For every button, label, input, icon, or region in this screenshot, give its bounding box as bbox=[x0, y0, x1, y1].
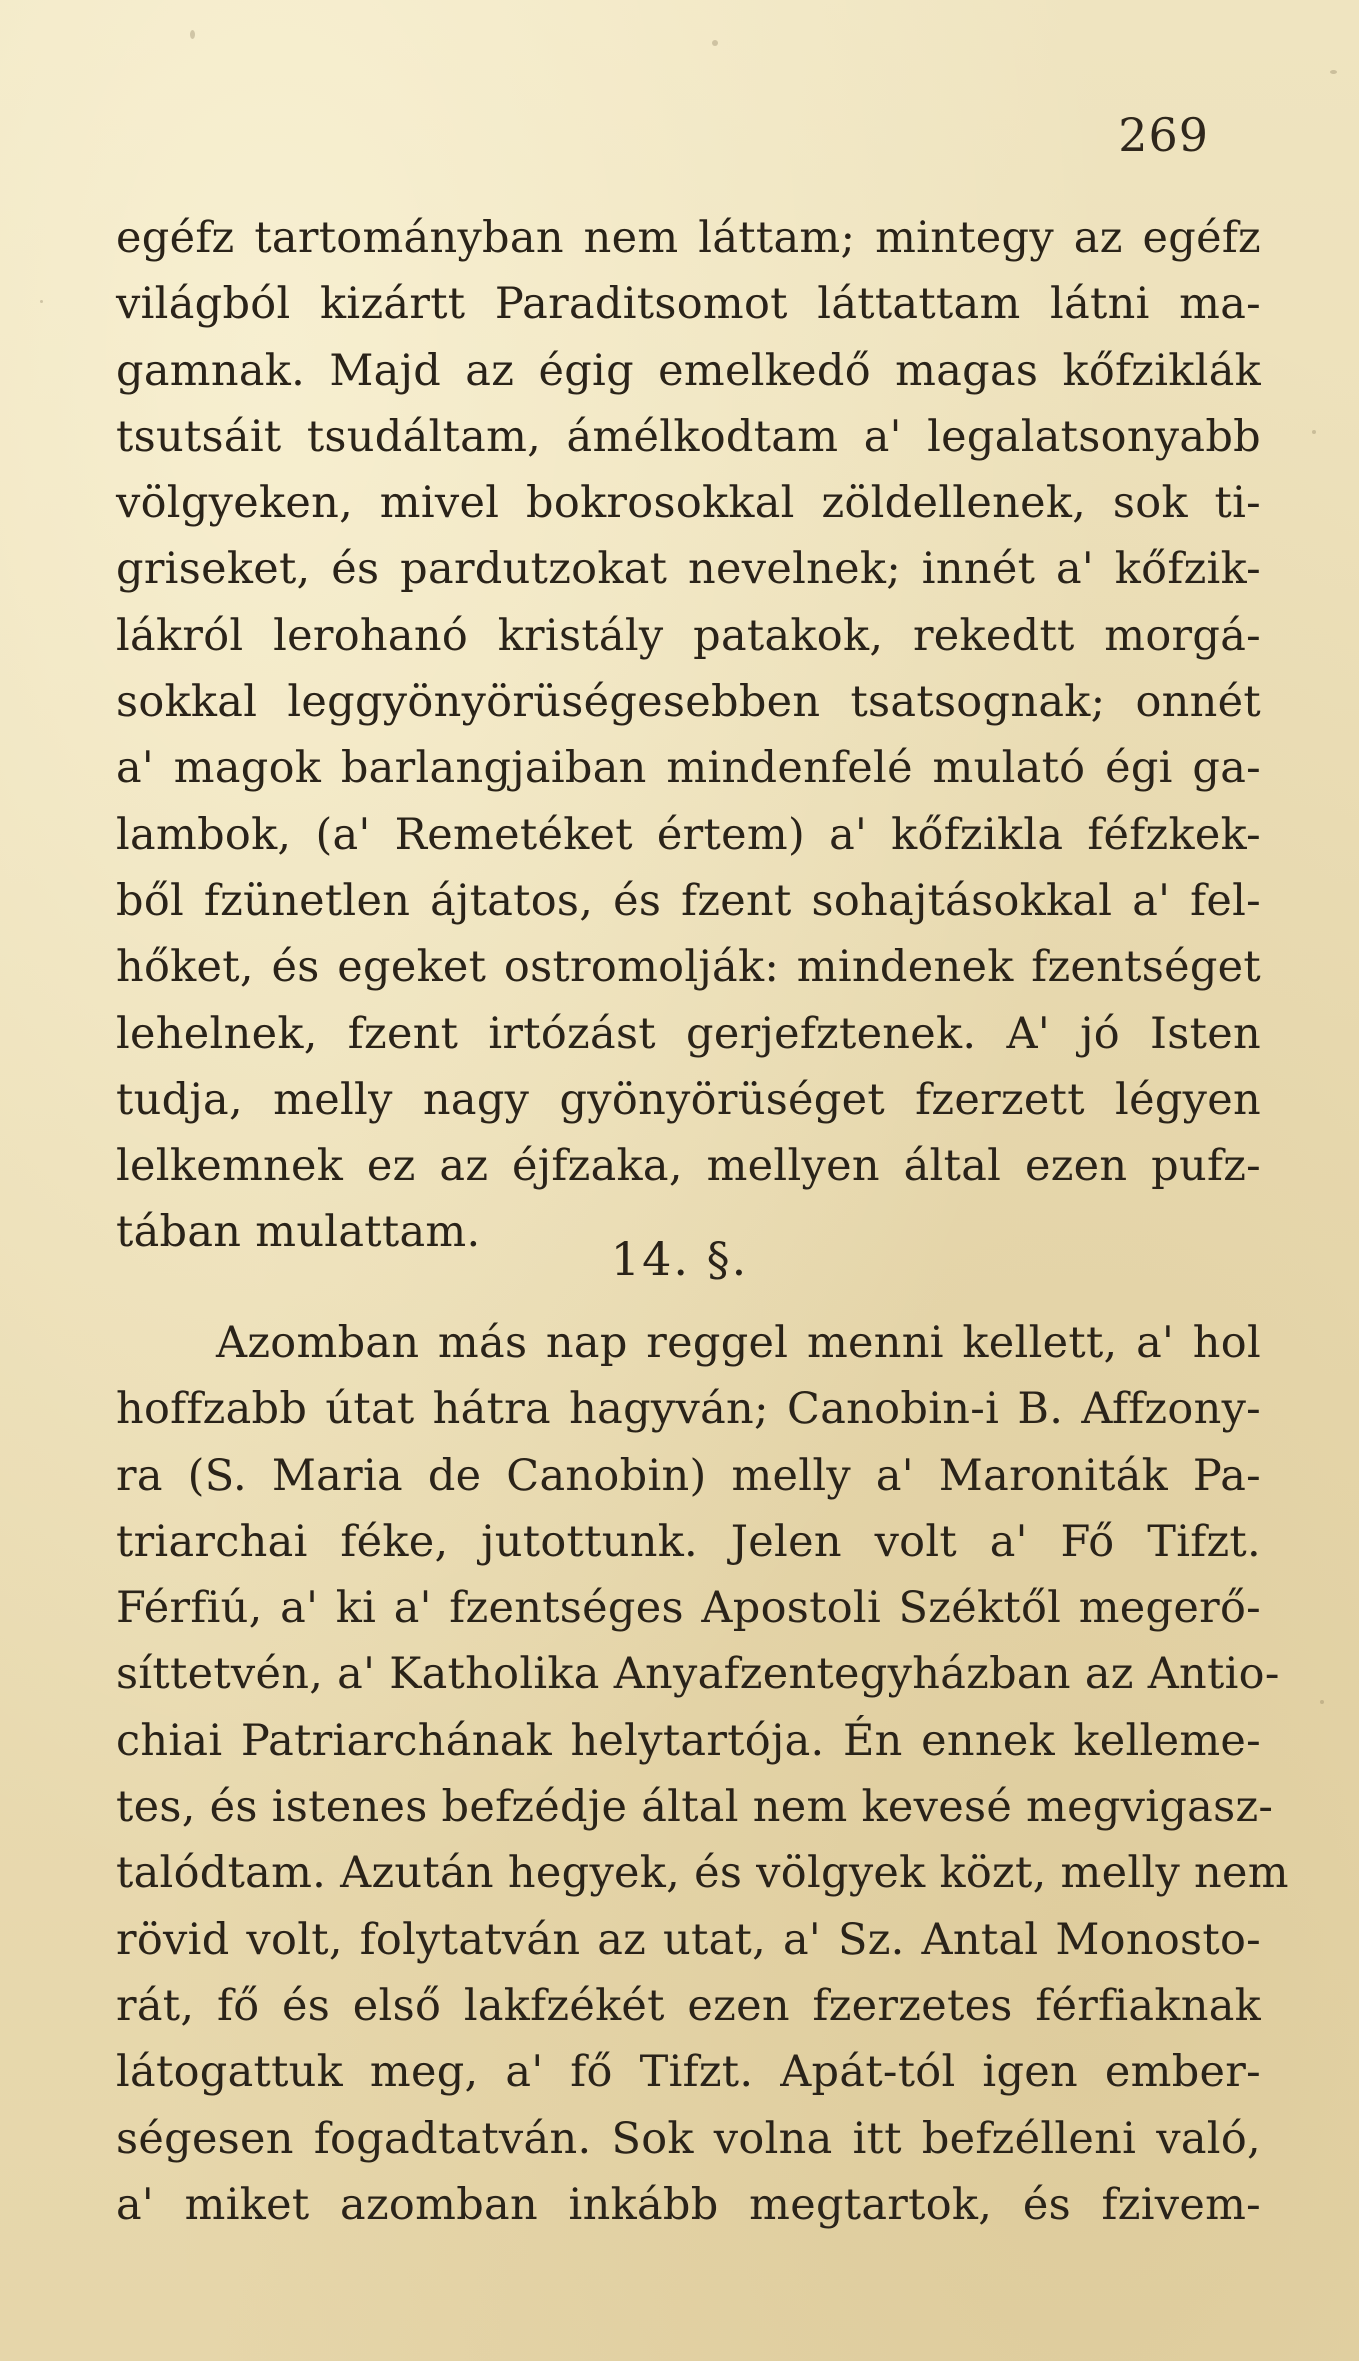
paper-speck bbox=[712, 40, 718, 46]
text-line: rát, fő és első lakfzékét ezen fzerzetes férfiaknak bbox=[116, 1980, 1261, 2031]
text-line: a' magok barlangjaiban mindenfelé mulató égi ga- bbox=[116, 743, 1261, 794]
text-line: gamnak. Majd az égig emelkedő magas kőfziklák bbox=[116, 345, 1261, 396]
text-line: lambok, (a' Remetéket értem) a' kőfzikla féfzkek- bbox=[116, 809, 1261, 860]
paper-speck bbox=[1312, 430, 1316, 434]
text-line: sokkal leggyönyörüségesebben tsatsognak; onnét bbox=[116, 677, 1261, 728]
section-heading: 14. §. bbox=[610, 1232, 749, 1286]
text-line: chiai Patriarchának helytartója. Én ennek kelleme- bbox=[116, 1715, 1261, 1766]
paragraph-1 bbox=[116, 205, 1261, 1266]
paper-speck bbox=[40, 300, 43, 303]
text-line: lehelnek, fzent irtózást gerjefztenek. A' jó Isten bbox=[116, 1008, 1261, 1059]
text-line: látogattuk meg, a' fő Tifzt. Apát-tól igen ember- bbox=[116, 2047, 1261, 2098]
paragraph-2 bbox=[116, 1310, 1289, 2238]
text-line: világból kizártt Paraditsomot láttattam látni ma- bbox=[116, 279, 1261, 330]
text-line: Azomban más nap reggel menni kellett, a' hol bbox=[216, 1318, 1261, 1368]
text-line: ségesen fogadtatván. Sok volna itt befzélleni való, bbox=[116, 2113, 1261, 2164]
text-line: lelkemnek ez az éjfzaka, mellyen által ezen pufz- bbox=[116, 1141, 1261, 1192]
page-number: 269 bbox=[1118, 108, 1209, 162]
text-line: talódtam. Azután hegyek, és völgyek közt, melly nem bbox=[116, 1848, 1289, 1899]
text-line: hoffzabb útat hátra hagyván; Canobin-i B. Affzony- bbox=[116, 1384, 1261, 1435]
text-line: tsutsáit tsudáltam, ámélkodtam a' legalatsonyabb bbox=[116, 411, 1261, 462]
text-line: egéfz tartományban nem láttam; mintegy az egéfz bbox=[116, 213, 1261, 263]
text-line: síttetvén, a' Katholika Anyafzentegyházban az Antio- bbox=[116, 1649, 1280, 1700]
text-line: hőket, és egeket ostromolják: mindenek fzentséget bbox=[116, 942, 1261, 993]
paper-speck bbox=[190, 30, 195, 39]
text-line: Férfiú, a' ki a' fzentséges Apostoli Széktől megerő- bbox=[116, 1583, 1261, 1634]
text-line: tában mulattam. bbox=[116, 1207, 481, 1258]
text-line: tes, és istenes befzédje által nem kevesé megvigasz- bbox=[116, 1782, 1274, 1833]
text-line: ből fzünetlen ájtatos, és fzent sohajtásokkal a' fel- bbox=[116, 875, 1261, 926]
text-line: triarchai féke, jutottunk. Jelen volt a' Fő Tifzt. bbox=[116, 1516, 1261, 1567]
text-line: ra (S. Maria de Canobin) melly a' Maroniták Pa- bbox=[116, 1450, 1261, 1501]
text-line: a' miket azomban inkább megtartok, és fzivem- bbox=[116, 2179, 1261, 2230]
text-line: griseket, és pardutzokat nevelnek; innét a' kőfzik- bbox=[116, 544, 1261, 595]
text-line: rövid volt, folytatván az utat, a' Sz. Antal Monosto- bbox=[116, 1914, 1261, 1965]
text-line: lákról lerohanó kristály patakok, rekedtt morgá- bbox=[116, 610, 1261, 661]
paper-speck bbox=[1320, 1700, 1324, 1704]
text-line: tudja, melly nagy gyönyörüséget fzerzett légyen bbox=[116, 1074, 1261, 1125]
text-line: völgyeken, mivel bokrosokkal zöldellenek, sok ti- bbox=[116, 478, 1261, 529]
paper-speck bbox=[1330, 70, 1337, 74]
